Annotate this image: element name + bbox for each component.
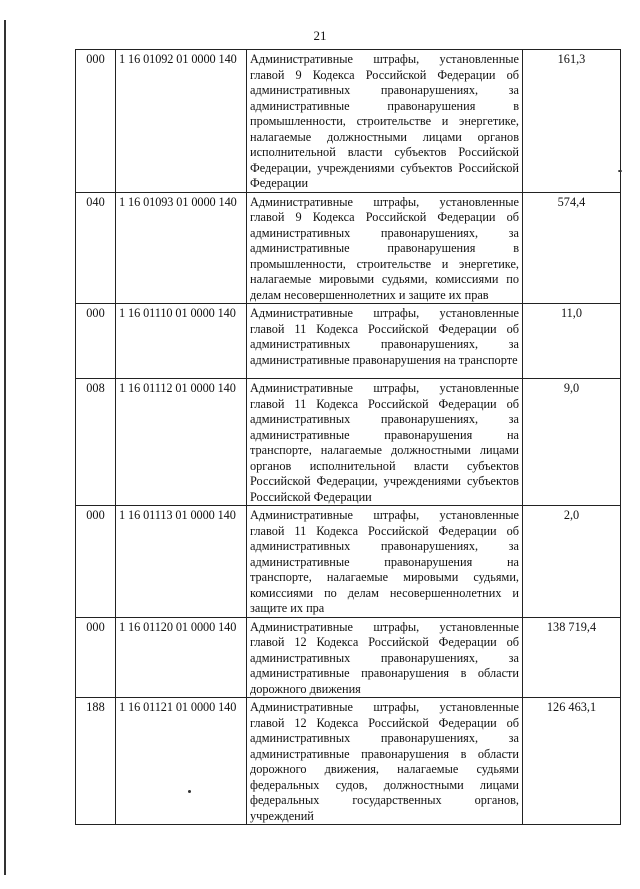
description-cell: Административные штрафы, установленные главой 11 Кодекса Российской Федерации об административных правонарушениях, за административные правонарушения на транспорте, налагаемые мировыми судьями, комиссиями по делам несовершеннолетних и защите их пра [247, 506, 523, 618]
admin-code-cell: 008 [76, 379, 116, 506]
scan-binding-edge [4, 20, 6, 875]
table-row [76, 698, 621, 825]
description-cell: Административные штрафы, установленные главой 12 Кодекса Российской Федерации об административных правонарушениях, за административные правонарушения в области дорожного движения, налагаемые судьями федеральных судов, должностными лицами федеральных государственных органов, учреждений [247, 698, 523, 825]
budget-code-cell: 1 16 01093 01 0000 140 [116, 192, 247, 304]
budget-code-cell: 1 16 01120 01 0000 140 [116, 617, 247, 698]
budget-code-cell: 1 16 01110 01 0000 140 [116, 304, 247, 379]
table-row [76, 50, 621, 193]
description-cell: Административные штрафы, установленные главой 11 Кодекса Российской Федерации об административных правонарушениях, за административные правонарушения на транспорте [247, 304, 523, 379]
amount-cell: 138 719,4 [523, 617, 621, 698]
scan-speck [188, 790, 191, 793]
revenue-table [75, 49, 621, 825]
table-row [76, 617, 621, 698]
description-cell: Административные штрафы, установленные главой 9 Кодекса Российской Федерации об административных правонарушениях, за административные правонарушения в промышленности, строительстве и энергетике, налагаемые должностными лицами органов исполнительной власти субъектов Российской Федерации, учреждениями субъектов Российской Федерации [247, 50, 523, 193]
table-row [76, 506, 621, 618]
admin-code-cell: 188 [76, 698, 116, 825]
amount-cell: 11,0 [523, 304, 621, 379]
description-cell: Административные штрафы, установленные главой 11 Кодекса Российской Федерации об административных правонарушениях, за административные правонарушения на транспорте, налагаемые должностными лицами органов исполнительной власти субъектов Российской Федерации, учреждениями субъектов Российской Федерации [247, 379, 523, 506]
budget-code-cell: 1 16 01112 01 0000 140 [116, 379, 247, 506]
page-number: 21 [313, 28, 327, 43]
admin-code-cell: 000 [76, 617, 116, 698]
description-cell: Административные штрафы, установленные главой 9 Кодекса Российской Федерации об административных правонарушениях, за административные правонарушения в промышленности, строительстве и энергетике, налагаемые мировыми судьями, комиссиями по делам несовершеннолетних и защите их прав [247, 192, 523, 304]
table-row [76, 304, 621, 379]
admin-code-cell: 000 [76, 506, 116, 618]
admin-code-cell: 000 [76, 50, 116, 193]
budget-code-cell: 1 16 01121 01 0000 140 [116, 698, 247, 825]
table-row [76, 192, 621, 304]
budget-code-cell: 1 16 01092 01 0000 140 [116, 50, 247, 193]
amount-cell: 2,0 [523, 506, 621, 618]
scan-speck [618, 170, 622, 172]
admin-code-cell: 000 [76, 304, 116, 379]
amount-cell: 161,3 [523, 50, 621, 193]
table-row [76, 379, 621, 506]
amount-cell: 126 463,1 [523, 698, 621, 825]
description-cell: Административные штрафы, установленные главой 12 Кодекса Российской Федерации об административных правонарушениях, за административные правонарушения в области дорожного движения [247, 617, 523, 698]
amount-cell: 574,4 [523, 192, 621, 304]
budget-code-cell: 1 16 01113 01 0000 140 [116, 506, 247, 618]
amount-cell: 9,0 [523, 379, 621, 506]
admin-code-cell: 040 [76, 192, 116, 304]
